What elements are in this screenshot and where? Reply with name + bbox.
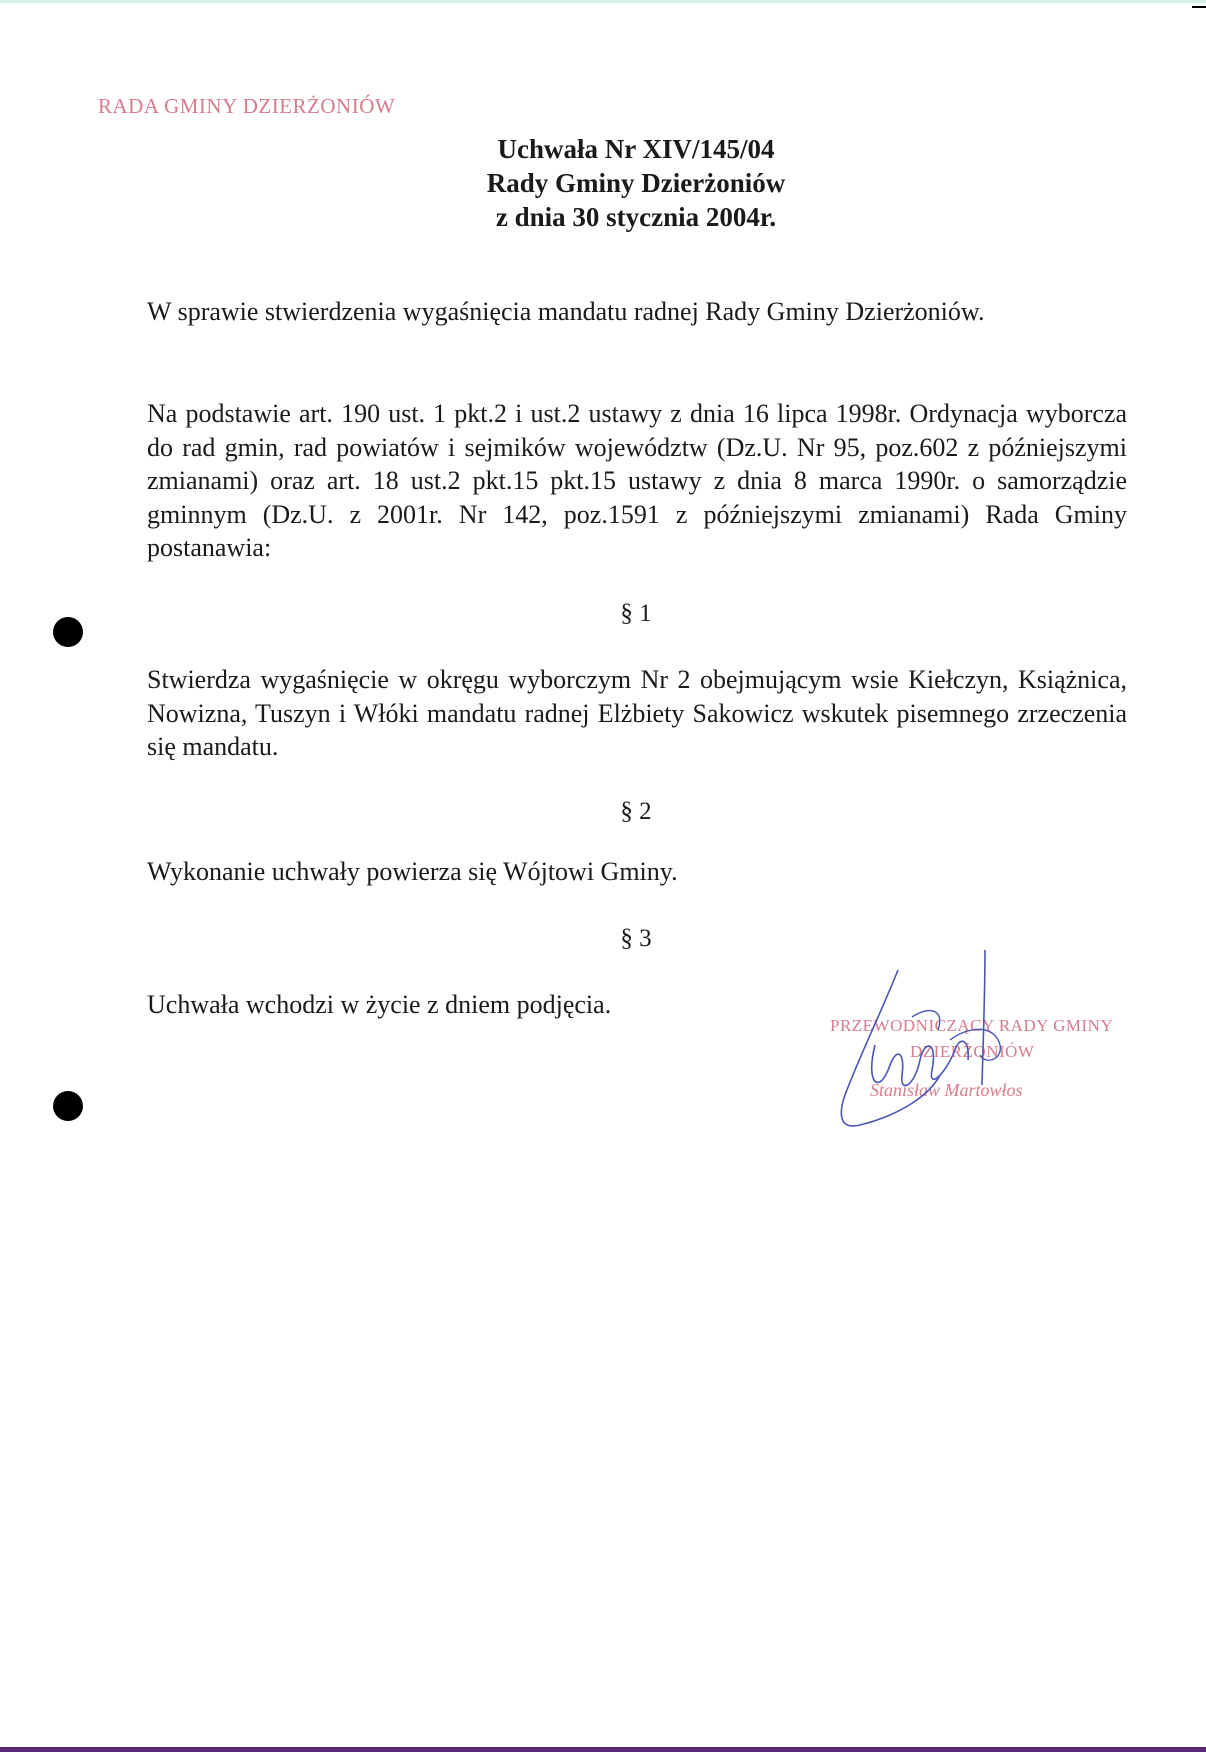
section-mark-3: § 3 xyxy=(620,925,652,952)
resolution-title xyxy=(0,132,1206,234)
chairman-stamp-municipality: DZIERŻONIÓW xyxy=(910,1042,1035,1061)
chairman-stamp-title: PRZEWODNICZĄCY RADY GMINY xyxy=(830,1016,1114,1035)
scan-edge-top xyxy=(0,0,1206,3)
title-line-number: Uchwała Nr XIV/145/04 xyxy=(497,134,775,164)
title-line-council: Rady Gminy Dzierżoniów xyxy=(486,168,786,198)
section-text-1: Stwierdza wygaśnięcie w okręgu wyborczym Nr 2 obejmującym wsie Kiełczyn, Książnica, Nowizna, Tuszyn i Włóki mandatu radnej Elżbiety Sakowicz wskutek pisemnego zrzeczenia się mandatu. xyxy=(147,665,1127,761)
legal-basis-paragraph: Na podstawie art. 190 ust. 1 pkt.2 i ust.2 ustawy z dnia 16 lipca 1998r. Ordynacja wyborcza do rad gmin, rad powiatów i sejmików województw (Dz.U. Nr 95, poz.602 z późniejszymi zmianami) oraz art. 18 ust.2 pkt.15 pkt.15 ustawy z dnia 8 marca 1990r. o samorządzie gminnym (Dz.U. z 2001r. Nr 142, poz.1591 z późniejszymi zmianami) Rada Gminy postanawia: xyxy=(147,399,1127,562)
punch-hole-bottom xyxy=(53,1091,83,1121)
resolution-subject: W sprawie stwierdzenia wygaśnięcia mandatu radnej Rady Gminy Dzierżoniów. xyxy=(147,297,985,326)
scan-corner-mark xyxy=(1192,6,1206,8)
council-stamp-header: RADA GMINY DZIERŻONIÓW xyxy=(98,94,396,118)
title-line-date: z dnia 30 stycznia 2004r. xyxy=(495,202,777,232)
handwritten-signature xyxy=(820,945,1030,1140)
section-mark-1: § 1 xyxy=(620,600,652,627)
scan-edge-bottom xyxy=(0,1747,1206,1752)
section-text-3: Uchwała wchodzi w życie z dniem podjęcia. xyxy=(147,990,612,1019)
section-mark-2: § 2 xyxy=(620,798,652,825)
chairman-stamp-name: Stanisław Martowłos xyxy=(870,1080,1023,1100)
section-text-2: Wykonanie uchwały powierza się Wójtowi Gminy. xyxy=(147,857,678,886)
